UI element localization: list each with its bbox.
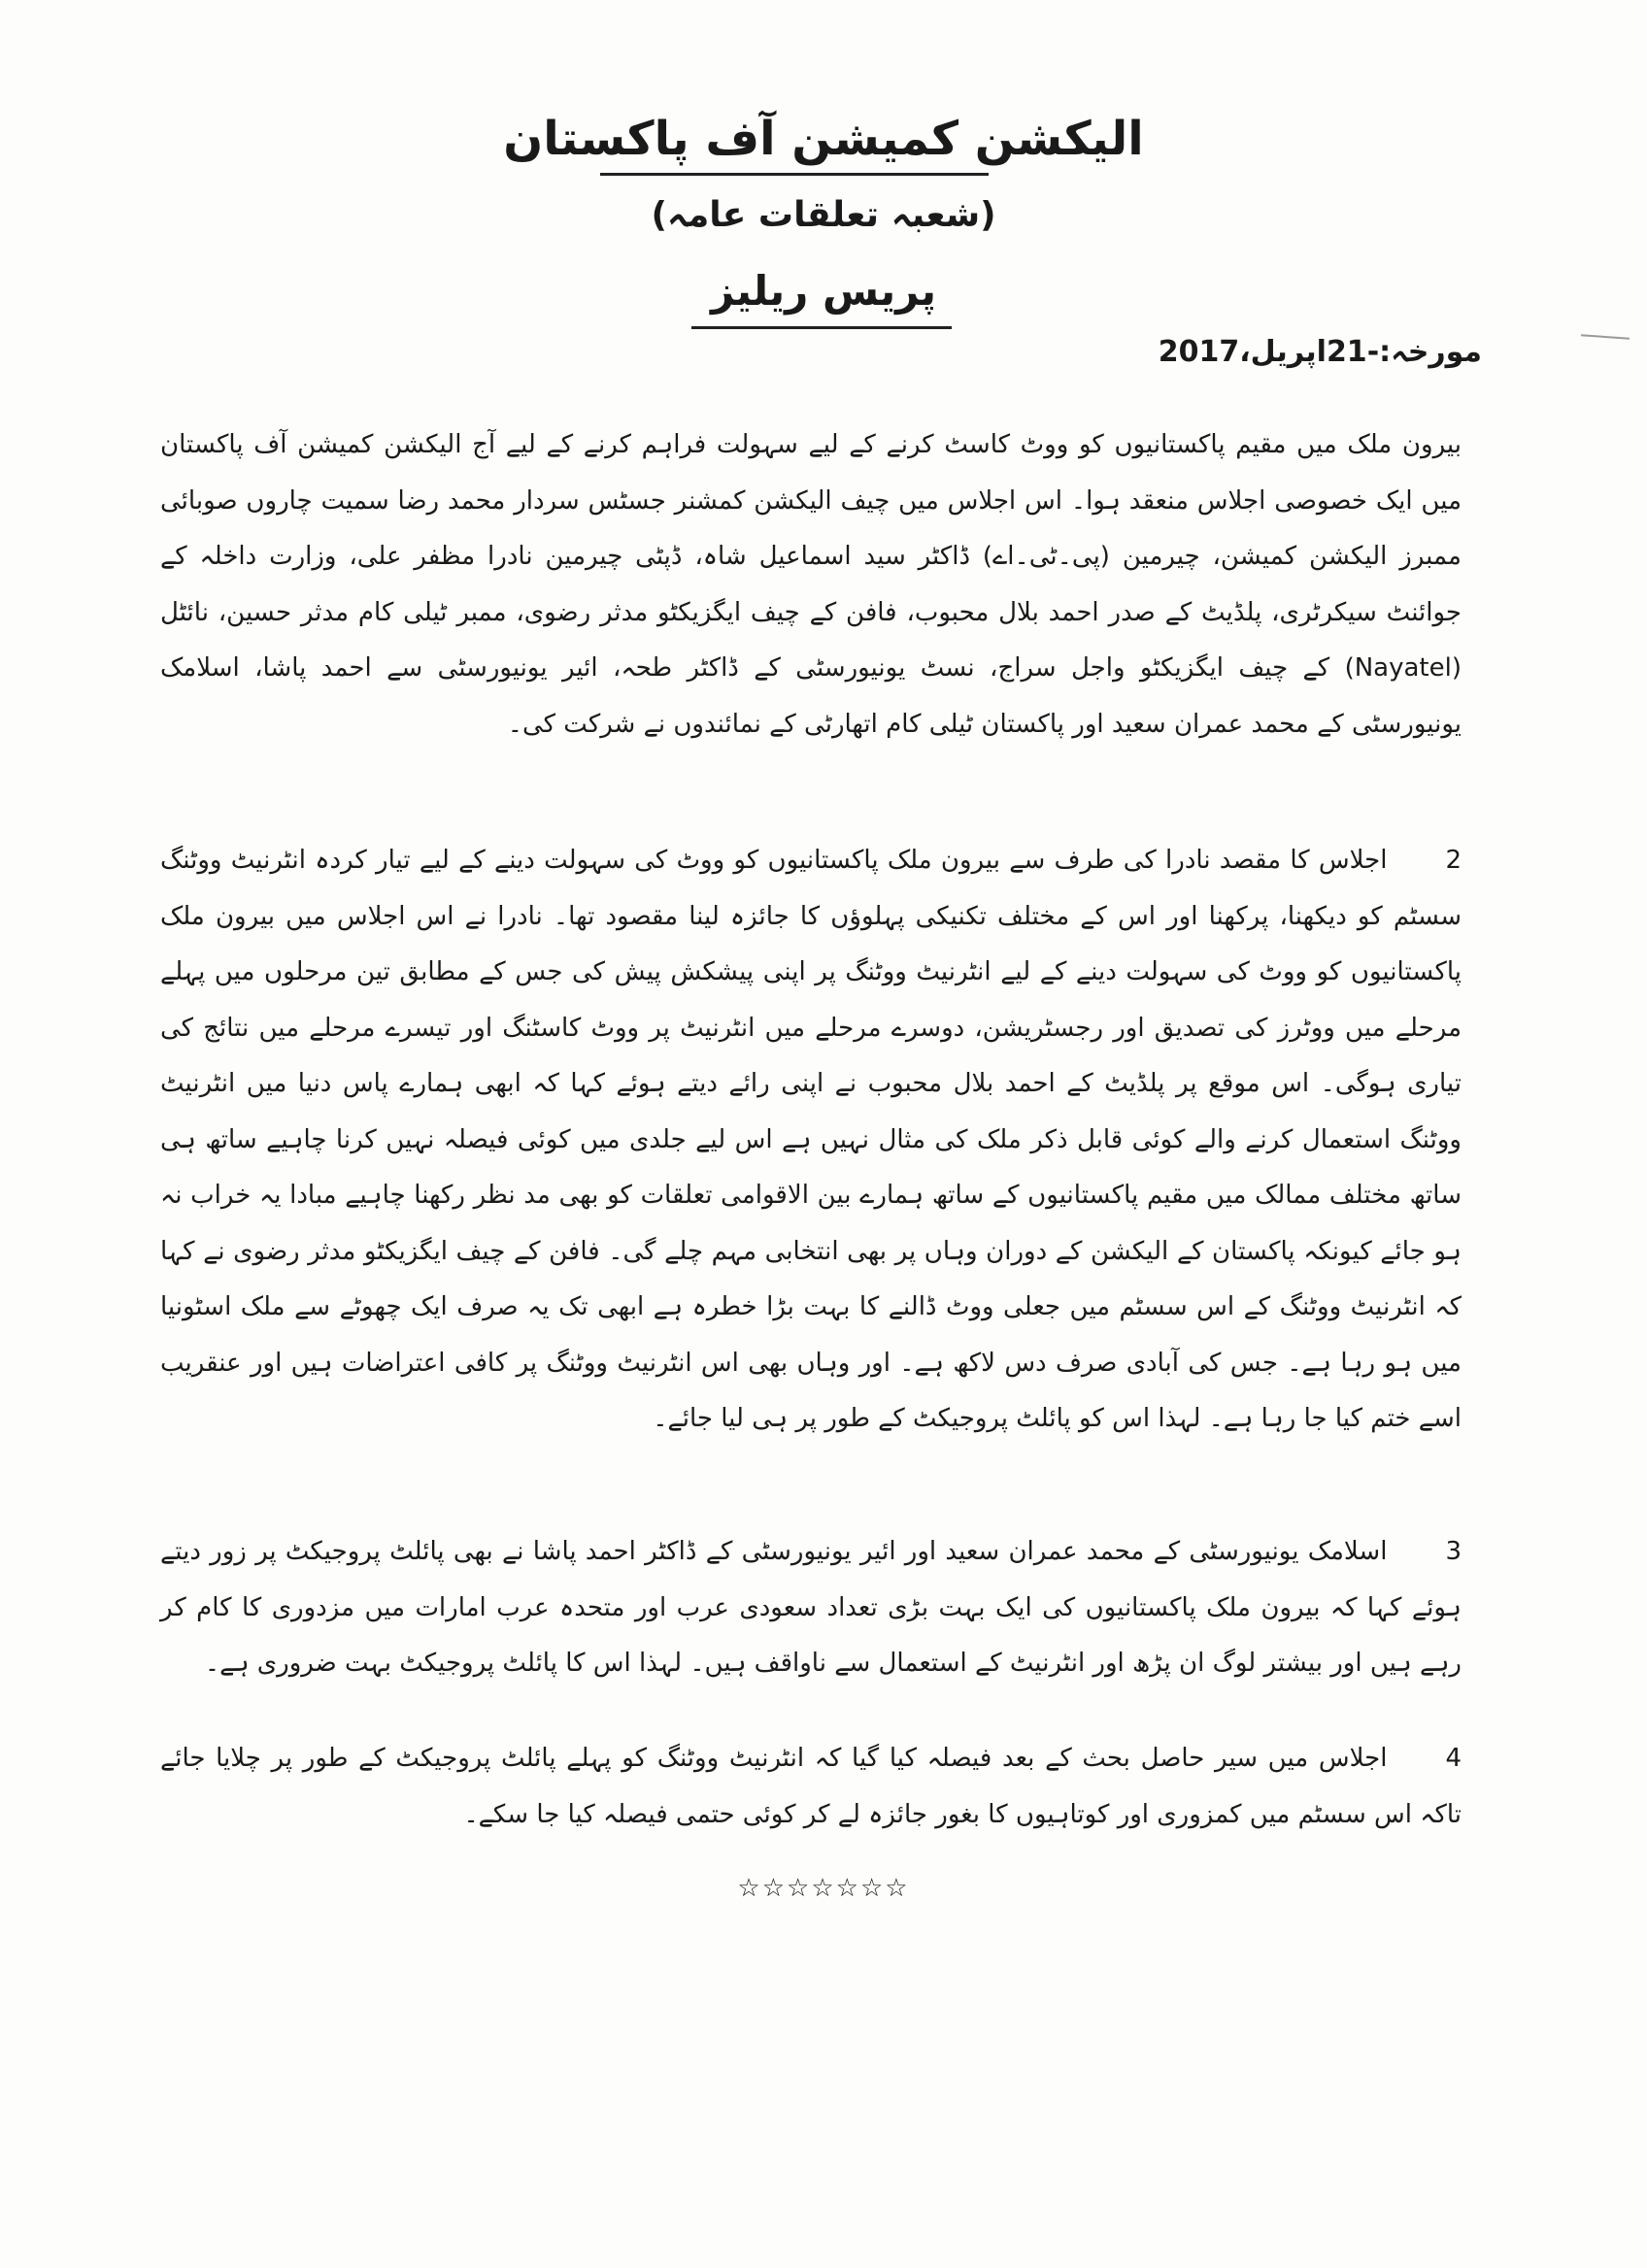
press-release-underline <box>691 326 952 329</box>
paragraph-2-text: اجلاس کا مقصد نادرا کی طرف سے بیرون ملک پاکستانیوں کو ووٹ کی سہولت دینے کے لیے تیار کردہ انٹرنیٹ ووٹنگ سسٹم کو دیکھنا، پرکھنا اور اس کے مختلف تکنیکی پہلوؤں کا جائزہ لینا مقصود تھا۔ نادرا نے اس اجلاس میں بیرون ملک پاکستانیوں کو ووٹ کی سہولت دینے کے لیے انٹرنیٹ ووٹنگ پر اپنی پیشکش پیش کی جس کے مطابق تین مرحلوں میں پہلے مرحلے میں ووٹرز کی تصدیق اور رجسٹریشن، دوسرے مرحلے میں انٹرنیٹ پر ووٹ کاسٹنگ اور تیسرے مرحلے میں نتائج کی تیاری ہوگی۔ اس موقع پر پلڈیٹ کے احمد بلال محبوب نے اپنی رائے دیتے ہوئے کہا کہ ابھی ہمارے پاس دنیا میں انٹرنیٹ ووٹنگ استعمال کرنے والے کوئی قابل ذکر ملک کی مثال نہیں ہے اس لیے جلدی میں کوئی فیصلہ نہیں کرنا چاہیے ساتھ ہی ساتھ مختلف ممالک میں مقیم پاکستانیوں کے ساتھ ہمارے بین الاقوامی تعلقات کو بھی مد نظر رکھنا چاہیے مبادا یہ خراب نہ ہو جائے کیونکہ پاکستان کے الیکشن کے دوران وہاں پر بھی انتخابی مہم چلے گی۔ فافن کے چیف ایگزیکٹو مدثر رضوی نے کہا کہ انٹرنیٹ ووٹنگ کے اس سسٹم میں جعلی ووٹ ڈالنے کا بہت بڑا خطرہ ہے ابھی تک یہ صرف ایک چھوٹے سے ملک اسٹونیا میں ہو رہا ہے۔ جس کی آبادی صرف دس لاکھ ہے۔ اور وہاں بھی اس انٹرنیٹ ووٹنگ پر کافی اعتراضات ہیں اور عنقریب اسے ختم کیا جا رہا ہے۔ لہذا اس کو پائلٹ پروجیکٹ کے طور پر ہی لیا جائے۔ <box>160 846 1462 1433</box>
paragraph-4-text: اجلاس میں سیر حاصل بحث کے بعد فیصلہ کیا گیا کہ انٹرنیٹ ووٹنگ کو پہلے پائلٹ پروجیکٹ کے طور پر چلایا جائے تاکہ اس سسٹم میں کمزوری اور کوتاہیوں کا بغور جائزہ لے کر کوئی حتمی فیصلہ کیا جا سکے۔ <box>160 1744 1462 1829</box>
paragraph-4 <box>160 1731 1462 1843</box>
paragraph-3 <box>160 1524 1462 1692</box>
paragraph-1 <box>160 417 1462 752</box>
paragraph-3-number: 3 <box>1445 1537 1462 1566</box>
press-release-heading: پریس ریلیز <box>710 267 937 315</box>
document-title: الیکشن کمیشن آف پاکستان <box>503 112 1144 166</box>
document-subtitle: (شعبہ تعلقات عامہ) <box>651 195 996 235</box>
paragraph-2 <box>160 833 1462 1448</box>
paragraph-3-text: اسلامک یونیورسٹی کے محمد عمران سعید اور ائیر یونیورسٹی کے ڈاکٹر احمد پاشا نے بھی پائلٹ پروجیکٹ پر زور دیتے ہوئے کہا کہ بیرون ملک پاکستانیوں کی ایک بہت بڑی تعداد سعودی عرب اور متحدہ عرب امارات میں مزدوری کا کام کر رہے ہیں اور بیشتر لوگ ان پڑھ اور انٹرنیٹ کے استعمال سے ناواقف ہیں۔ لہذا اس کا پائلٹ پروجیکٹ بہت ضروری ہے۔ <box>160 1537 1462 1678</box>
paragraph-4-number: 4 <box>1445 1744 1462 1773</box>
paragraph-1-text: بیرون ملک میں مقیم پاکستانیوں کو ووٹ کاسٹ کرنے کے لیے سہولت فراہم کرنے کے لیے آج الیکشن کمیشن آف پاکستان میں ایک خصوصی اجلاس منعقد ہوا۔ اس اجلاس میں چیف الیکشن کمشنر جسٹس سردار محمد رضا سمیت چاروں صوبائی ممبرز الیکشن کمیشن، چیرمین (پی۔ٹی۔اے) ڈاکٹر سید اسماعیل شاہ، ڈپٹی چیرمین نادرا مظفر علی، وزارت داخلہ کے جوائنٹ سیکرٹری، پلڈیٹ کے صدر احمد بلال محبوب، فافن کے چیف ایگزیکٹو مدثر رضوی، ممبر ٹیلی کام مدثر حسین، نائٹل (Nayatel) کے چیف ایگزیکٹو واجل سراج، نسٹ یونیورسٹی کے ڈاکٹر طحہ، ائیر یونیورسٹی سے احمد پاشا، اسلامک یونیورسٹی کے محمد عمران سعید اور پاکستان ٹیلی کام اتھارٹی کے نمائندوں نے شرکت کی۔ <box>160 430 1462 739</box>
title-underline <box>600 173 989 176</box>
scan-mark <box>1581 334 1630 339</box>
document-date: مورخہ:-21اپریل،2017 <box>1158 335 1482 369</box>
end-marker: ☆☆☆☆☆☆☆ <box>737 1874 910 1903</box>
paragraph-2-number: 2 <box>1445 846 1462 875</box>
